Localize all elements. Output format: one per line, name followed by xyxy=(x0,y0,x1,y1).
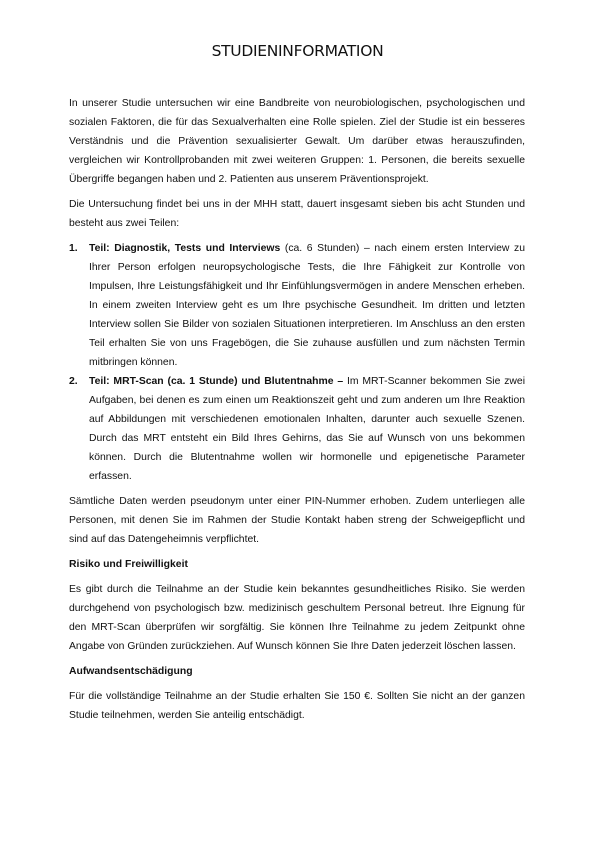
part-duration: (ca. 6 Stunden) – xyxy=(280,243,375,254)
part-text: nach einem ersten Interview zu Ihrer Person erfolgen neuropsychologische Tests, die Ihre Fähigkeit zur Kontrolle von Impulsen, Ihre Leistungsfähigkeit und Ihr Einfühlungsvermögen in andere Menschen erheben. In einem zweiten Interview geht es um Ihre psychische Gesundheit. Im dritten und letzten Interview sollen Sie Bilder von sozialen Situationen interpretieren. Im Anschluss an den ersten Teil erhalten Sie von uns Fragebögen, die Sie zuhause ausfüllen und zum nächsten Termin mitbringen können. xyxy=(89,243,526,368)
page-title: STUDIENINFORMATION xyxy=(211,42,384,60)
list-number: 2. xyxy=(69,376,78,387)
privacy-paragraph: Sämtliche Daten werden pseudonym unter einer PIN-Nummer erhoben. Zudem unterliegen alle Personen, mit denen Sie im Rahmen der Studie Kontakt haben streng der Schweigepflicht und sind auf das Datengeheimnis verpflichtet. xyxy=(69,496,525,545)
risk-paragraph: Es gibt durch die Teilnahme an der Studie kein bekanntes gesundheitliches Risiko. Sie werden durchgehend von psychologisch bzw. medizinisch geschultem Personal betreut. Ihre Eignung für den MRT-Scan überprüfen wir sorgfältig. Sie können Ihre Teilnahme zu jedem Zeitpunkt ohne Angabe von Gründen zurückziehen. Auf Wunsch können Sie Ihre Daten jederzeit löschen lassen. xyxy=(69,584,525,652)
part-heading: Teil: Diagnostik, Tests und Interviews xyxy=(89,243,281,254)
list-number: 1. xyxy=(69,243,78,254)
list-item xyxy=(69,372,525,486)
part-text: Im MRT-Scanner bekommen Sie zwei Aufgaben, bei denen es zum einen um Reaktionszeit geht und zum anderen um Ihre Reaktion auf Abbildungen mit verschiedenen emotionalen Inhalten, darunter auch sexuelle Szenen. Durch das MRT entsteht ein Bild Ihres Gehirns, das Sie auf Wunsch von uns bekommen können. Durch die Blutentnahme wollen wir hormonelle und epigenetische Parameter erfassen. xyxy=(89,376,526,482)
document-body xyxy=(69,94,525,731)
intro-paragraph: In unserer Studie untersuchen wir eine Bandbreite von neurobiologischen, psychologischen und sozialen Faktoren, die für das Sexualverhalten eine Rolle spielen. Ziel der Studie ist ein besseres Verständnis und die Prävention sexualisierter Gewalt. Um darüber etwas herauszufinden, vergleichen wir Kontrollprobanden mit zwei weiteren Gruppen: 1. Personen, die bereits sexuelle Übergriffe begangen haben und 2. Patienten aus unserem Präventionsprojekt. xyxy=(69,98,525,185)
risk-heading: Risiko und Freiwilligkeit xyxy=(69,559,188,570)
part-heading: Teil: MRT-Scan (ca. 1 Stunde) und Blutentnahme xyxy=(89,376,334,387)
list-item xyxy=(69,239,525,372)
study-parts-list xyxy=(69,239,525,486)
compensation-paragraph: Für die vollständige Teilnahme an der Studie erhalten Sie 150 €. Sollten Sie nicht an der ganzen Studie teilnehmen, werden Sie anteilig entschädigt. xyxy=(69,691,525,721)
part-duration: – xyxy=(333,376,347,387)
compensation-heading: Aufwandsentschädigung xyxy=(69,666,193,677)
procedure-paragraph: Die Untersuchung findet bei uns in der MHH statt, dauert insgesamt sieben bis acht Stunden und besteht aus zwei Teilen: xyxy=(69,199,525,229)
